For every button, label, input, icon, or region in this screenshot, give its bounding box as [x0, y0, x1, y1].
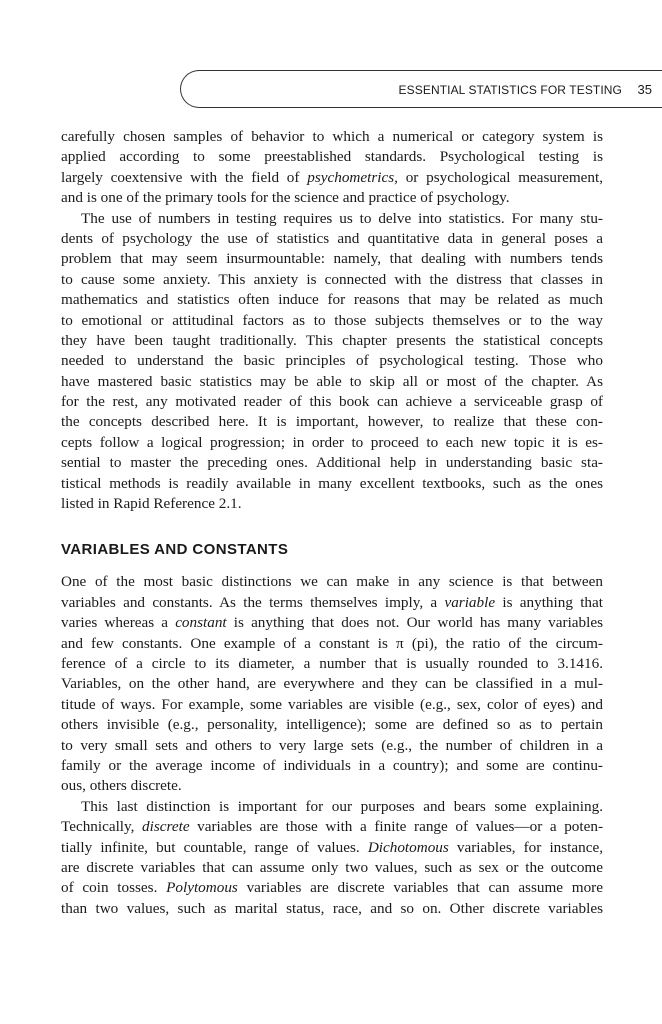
running-head-title: ESSENTIAL STATISTICS FOR TESTING	[398, 83, 622, 97]
text-line: ous, others discrete.	[61, 777, 182, 795]
section-heading: VARIABLES AND CONSTANTS	[61, 541, 289, 559]
text-line: family or the average income of individuals in a country); and some are continu-	[61, 756, 603, 774]
page-number: 35	[637, 82, 652, 97]
text-line: others invisible (e.g., personality, intelligence); some are defined so as to pertain	[61, 716, 603, 734]
term-variable: variable	[444, 593, 496, 611]
term-constant: constant	[175, 614, 227, 632]
text-line: the concepts described here. It is important, however, to realize that these con-	[61, 413, 603, 431]
paragraph-1	[61, 127, 603, 209]
text-line: tially infinite, but countable, range of values. Dichotomous variables, for instance,	[61, 838, 603, 856]
term-polytomous: Polytomous	[166, 879, 238, 897]
text-line: of coin tosses. Polytomous variables are discrete variables that can assume more	[61, 879, 603, 897]
text-line: carefully chosen samples of behavior to which a numerical or category system is	[61, 128, 603, 145]
text-line: than two values, such as marital status, race, and so on. Other discrete variables	[61, 899, 603, 917]
text-line: applied according to some preestablished standards. Psychological testing is	[61, 148, 603, 166]
running-head	[180, 70, 662, 108]
text-line: listed in Rapid Reference 2.1.	[61, 495, 242, 513]
term-dichotomous: Dichotomous	[367, 838, 449, 856]
text-line: to emotional or attitudinal factors as to those subjects themselves or to the way	[61, 311, 603, 329]
text-line: needed to understand the basic principles of psychological testing. Those who	[61, 352, 603, 370]
text-line: have mastered basic statistics may be able to skip all or most of the chapter. As	[61, 372, 603, 390]
text-line: they have been taught traditionally. This chapter presents the statistical concepts	[61, 331, 603, 349]
text-line: and few constants. One example of a constant is π (pi), the ratio of the circum-	[61, 634, 603, 652]
text-line: for the rest, any motivated reader of this book can achieve a serviceable grasp of	[61, 393, 603, 411]
paragraph-4	[61, 797, 603, 919]
text-line: Technically, discrete variables are those with a finite range of values—or a poten-	[61, 818, 604, 836]
text-line: cepts follow a logical progression; in order to proceed to each new topic it is es-	[61, 433, 603, 451]
text-line: problem that may seem insurmountable: namely, that dealing with numbers tends	[61, 250, 603, 268]
paragraph-3	[61, 572, 603, 796]
text-line: variables and constants. As the terms themselves imply, a variable is anything that	[61, 593, 603, 611]
text-line: are discrete variables that can assume only two values, such as sex or the outcome	[61, 858, 603, 876]
text-line: This last distinction is important for our purposes and bears some explaining.	[81, 797, 603, 815]
page-body	[61, 127, 603, 919]
term-discrete: discrete	[142, 818, 190, 836]
text-line: largely coextensive with the field of psychometrics, or psychological measurement,	[61, 168, 603, 186]
text-line: sential to master the preceding ones. Additional help in understanding basic sta-	[61, 454, 603, 472]
text-line: varies whereas a constant is anything that does not. Our world has many variables	[61, 614, 604, 632]
term-psychometrics: psychometrics,	[307, 168, 398, 186]
text-line: to very small sets and others to very large sets (e.g., the number of children in a	[61, 736, 603, 754]
text-line: to cause some anxiety. This anxiety is connected with the distress that classes in	[61, 270, 603, 288]
text-line: dents of psychology the use of statistics and quantitative data in general poses a	[61, 229, 603, 247]
text-line: Variables, on the other hand, are everywhere and they can be classified in a mul-	[61, 675, 603, 693]
paragraph-2	[61, 209, 603, 515]
text-line: The use of numbers in testing requires us to delve into statistics. For many stu-	[81, 209, 603, 227]
text-line: mathematics and statistics often induce for reasons that may be related as much	[61, 291, 603, 309]
text-line: One of the most basic distinctions we can make in any science is that between	[61, 573, 603, 591]
text-line: ference of a circle to its diameter, a number that is usually rounded to 3.1416.	[61, 654, 603, 672]
text-line: titude of ways. For example, some variables are visible (e.g., sex, color of eyes) and	[61, 695, 603, 713]
text-line: and is one of the primary tools for the science and practice of psychology.	[61, 189, 510, 207]
text-line: tistical methods is readily available in many excellent textbooks, such as the ones	[61, 474, 603, 492]
